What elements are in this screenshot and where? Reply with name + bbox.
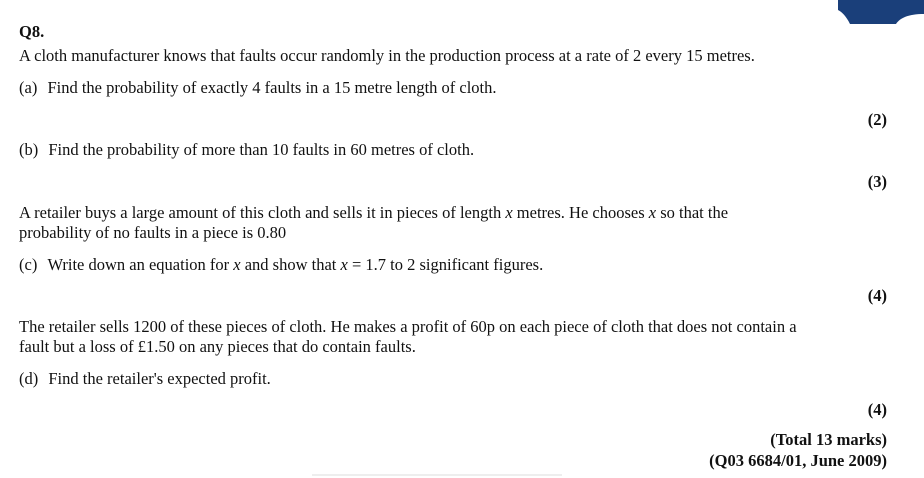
part-c-marks: (4) [867,286,887,305]
part-b [19,140,474,160]
brand-shape [838,0,924,24]
question-reference: (Q03 6684/01, June 2009) [709,451,887,470]
part-d-text: Find the retailer's expected profit. [48,369,271,388]
part-a-text: Find the probability of exactly 4 faults in a 15 metre length of cloth. [47,78,497,97]
part-d [19,369,271,389]
retailer-intro-text-a: A retailer buys a large amount of this cloth and sells it in pieces of length [19,203,506,222]
retailer-intro-line1 [19,203,728,223]
part-b-text: Find the probability of more than 10 faults in 60 metres of cloth. [48,140,475,159]
part-b-label: (b) [19,140,39,159]
question-number: Q8. [19,22,45,41]
part-c-text-b: and show that [240,255,341,274]
part-c-text-c: = 1.7 to 2 significant figures. [347,255,544,274]
part-c-text [47,255,543,274]
profit-line1: The retailer sells 1200 of these pieces of cloth. He makes a profit of 60p on each piece of cloth that does not contain a [19,317,797,336]
variable-x: x [505,203,513,222]
question-intro: A cloth manufacturer knows that faults occur randomly in the production process at a rate of 2 every 15 metres. [19,46,755,65]
retailer-intro-line2: probability of no faults in a piece is 0.80 [19,223,287,242]
part-c-text-a: Write down an equation for [47,255,234,274]
variable-x: x [648,203,657,222]
part-c [19,255,543,275]
part-a-marks: (2) [867,110,887,129]
variable-x: x [340,255,348,274]
retailer-intro-text-b: metres. He chooses [512,203,649,222]
total-marks: (Total 13 marks) [770,430,887,449]
part-a-label: (a) [19,78,38,97]
part-a [19,78,497,98]
part-b-marks: (3) [867,172,887,191]
part-c-label: (c) [19,255,38,274]
profit-line2: fault but a loss of £1.50 on any pieces that do contain faults. [19,337,416,356]
retailer-intro-text-c: so that the [656,203,729,222]
part-d-marks: (4) [867,400,887,419]
part-d-label: (d) [19,369,39,388]
footer-divider [312,474,562,476]
variable-x: x [233,255,241,274]
